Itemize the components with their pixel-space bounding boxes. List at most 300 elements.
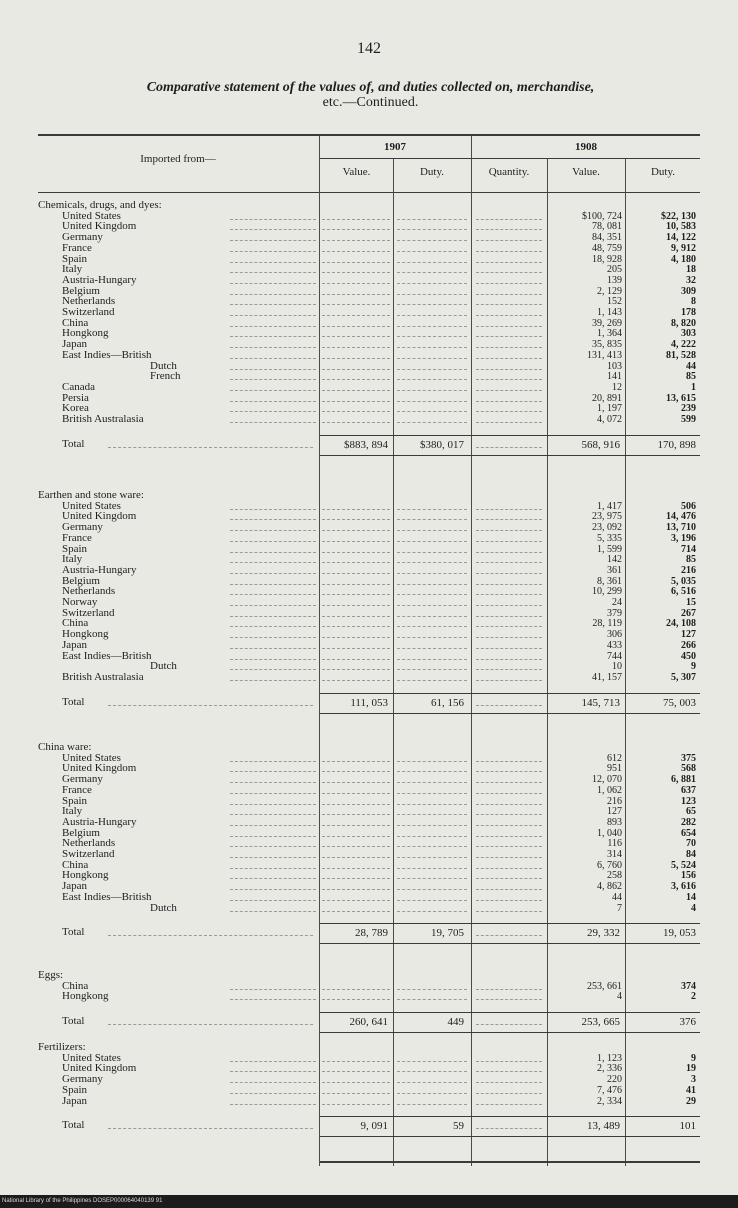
- header-1908: 1908: [575, 141, 597, 153]
- total-value-1908: 145, 713: [581, 696, 620, 709]
- header-1907: 1907: [384, 141, 406, 153]
- row-leader: [322, 541, 390, 542]
- table-cell-duty-1908: 239: [681, 403, 696, 415]
- table-cell-value-1908: $100, 724: [582, 210, 622, 222]
- row-leader: [476, 911, 542, 912]
- row-leader: [476, 347, 542, 348]
- row-leader: [322, 411, 390, 412]
- table-cell-value-1908: 10, 299: [592, 586, 622, 598]
- row-leader: [322, 761, 390, 762]
- row-leader: [476, 836, 542, 837]
- table-cell-duty-1908: 85: [686, 371, 696, 383]
- row-leader: [322, 868, 390, 869]
- row-leader: [476, 889, 542, 890]
- row-leader: [476, 219, 542, 220]
- table-cell-value-1908: 361: [607, 564, 622, 576]
- row-leader: [476, 326, 542, 327]
- row-leader: [322, 519, 390, 520]
- row-leader: [322, 846, 390, 847]
- table-cell-value-1908: 744: [607, 650, 622, 662]
- row-leader: [230, 530, 316, 531]
- row-leader: [397, 771, 467, 772]
- table-row-label: Spain: [62, 1083, 88, 1096]
- subtitle: etc.—Continued.: [322, 95, 419, 110]
- row-leader: [230, 605, 316, 606]
- row-leader: [230, 369, 316, 370]
- table-row-label: Netherlands: [62, 295, 116, 308]
- row-leader: [322, 659, 390, 660]
- table-cell-duty-1908: 374: [681, 980, 696, 992]
- total-value-1908: 29, 332: [587, 927, 620, 940]
- row-leader: [322, 626, 390, 627]
- table-row-label: Dutch: [150, 660, 177, 673]
- row-leader: [230, 304, 316, 305]
- row-leader: [230, 626, 316, 627]
- table-cell-duty-1908: 65: [686, 806, 696, 818]
- row-leader: [322, 1061, 390, 1062]
- table-row-label: China: [62, 617, 89, 630]
- row-leader: [322, 294, 390, 295]
- row-leader: [322, 804, 390, 805]
- row-leader: [230, 804, 316, 805]
- table-row-label: Netherlands: [62, 837, 116, 850]
- table-cell-value-1908: 205: [607, 264, 622, 276]
- row-leader: [397, 1061, 467, 1062]
- row-leader: [322, 240, 390, 241]
- row-leader: [230, 401, 316, 402]
- row-leader: [476, 509, 542, 510]
- table-cell-duty-1908: 10, 583: [666, 221, 696, 233]
- row-leader: [230, 336, 316, 337]
- table-cell-value-1908: 258: [607, 870, 622, 882]
- row-leader: [322, 347, 390, 348]
- row-leader: [476, 594, 542, 595]
- row-leader: [397, 562, 467, 563]
- table-cell-duty-1908: 13, 710: [666, 522, 696, 534]
- table-cell-value-1908: 41, 157: [592, 671, 622, 683]
- row-leader: [476, 1128, 542, 1129]
- row-leader: [476, 616, 542, 617]
- row-leader: [476, 761, 542, 762]
- row-leader: [322, 825, 390, 826]
- page-number: 142: [357, 40, 381, 57]
- table-cell-value-1908: 103: [607, 360, 622, 372]
- title: Comparative statement of the values of, and duties collected on, merchandise,: [146, 80, 595, 95]
- table-cell-duty-1908: 84: [686, 849, 696, 860]
- table-cell-value-1908: 314: [607, 849, 622, 860]
- row-leader: [476, 793, 542, 794]
- row-leader: [322, 422, 390, 423]
- total-value-1908: 568, 916: [581, 438, 620, 451]
- row-leader: [230, 680, 316, 681]
- row-leader: [397, 401, 467, 402]
- table-cell-duty-1908: 44: [686, 360, 696, 372]
- row-leader: [230, 836, 316, 837]
- table-row-label: Switzerland: [62, 848, 115, 860]
- row-leader: [230, 669, 316, 670]
- table-cell-duty-1908: 5, 524: [671, 859, 696, 871]
- row-leader: [230, 761, 316, 762]
- row-leader: [476, 1071, 542, 1072]
- table-cell-value-1908: 44: [612, 891, 622, 903]
- row-leader: [397, 262, 467, 263]
- row-leader: [230, 878, 316, 879]
- row-leader: [230, 379, 316, 380]
- table-row-label: British Australasia: [62, 670, 144, 683]
- row-leader: [476, 229, 542, 230]
- row-leader: [230, 911, 316, 912]
- table-cell-value-1908: 23, 975: [592, 511, 622, 523]
- table-cell-duty-1908: $22, 130: [661, 210, 696, 222]
- row-leader: [476, 1104, 542, 1105]
- row-leader: [476, 1082, 542, 1083]
- row-leader: [230, 846, 316, 847]
- row-leader: [476, 422, 542, 423]
- row-leader: [397, 379, 467, 380]
- table-cell-value-1908: 8, 361: [597, 575, 622, 587]
- table-cell-value-1908: 2, 129: [597, 285, 622, 297]
- table-cell-value-1908: 28, 119: [592, 618, 622, 630]
- table-cell-duty-1908: 6, 881: [671, 774, 696, 786]
- row-leader: [322, 283, 390, 284]
- table-cell-duty-1908: 178: [681, 307, 696, 318]
- row-leader: [322, 369, 390, 370]
- row-leader: [322, 552, 390, 553]
- row-leader: [230, 411, 316, 412]
- table-cell-value-1908: 23, 092: [592, 522, 622, 534]
- table-row-label: Switzerland: [62, 306, 115, 318]
- row-leader: [108, 1024, 313, 1025]
- table-top-rule: [38, 134, 700, 136]
- table-cell-duty-1908: 303: [681, 328, 696, 340]
- table-row-label: Hongkong: [62, 990, 109, 1003]
- table-cell-duty-1908: 3, 616: [671, 881, 696, 893]
- row-leader: [322, 669, 390, 670]
- table-row-label: Hongkong: [62, 869, 109, 882]
- row-leader: [322, 304, 390, 305]
- table-cell-duty-1908: 8, 820: [671, 317, 696, 329]
- table-row-label: Germany: [62, 1073, 103, 1086]
- row-leader: [397, 616, 467, 617]
- header-duty-1907: Duty.: [419, 166, 445, 178]
- table-cell-value-1908: 1, 197: [597, 403, 622, 415]
- table-cell-value-1908: 216: [607, 795, 622, 807]
- row-leader: [476, 315, 542, 316]
- row-leader: [476, 251, 542, 252]
- row-leader: [230, 422, 316, 423]
- row-leader: [230, 857, 316, 858]
- total-value-1907: 111, 053: [350, 696, 388, 709]
- table-cell-duty-1908: 127: [681, 629, 696, 641]
- table-row-label: China: [62, 858, 89, 871]
- row-leader: [476, 626, 542, 627]
- table-cell-duty-1908: 85: [686, 554, 696, 566]
- row-leader: [397, 825, 467, 826]
- total-label: Total: [62, 1119, 85, 1132]
- row-leader: [230, 272, 316, 273]
- row-leader: [397, 594, 467, 595]
- row-leader: [397, 573, 467, 574]
- row-leader: [397, 552, 467, 553]
- row-leader: [322, 857, 390, 858]
- row-leader: [476, 411, 542, 412]
- table-cell-value-1908: 2, 336: [597, 1063, 622, 1075]
- table-cell-value-1908: 5, 335: [597, 532, 622, 544]
- table-cell-duty-1908: 9, 912: [671, 242, 696, 254]
- row-leader: [230, 315, 316, 316]
- row-leader: [230, 1061, 316, 1062]
- table-cell-duty-1908: 4: [691, 902, 696, 914]
- total-rule: [320, 923, 700, 924]
- row-leader: [230, 519, 316, 520]
- table-cell-value-1908: 10: [612, 661, 622, 673]
- row-leader: [476, 379, 542, 380]
- row-leader: [322, 315, 390, 316]
- table-cell-value-1908: 12: [612, 381, 622, 393]
- table-row-label: Switzerland: [62, 606, 115, 619]
- table-row-label: Hongkong: [62, 327, 109, 340]
- table-cell-duty-1908: 81, 528: [666, 349, 696, 361]
- table-row-label: Austria-Hungary: [62, 563, 137, 576]
- row-leader: [397, 509, 467, 510]
- total-label: Total: [62, 695, 85, 708]
- row-leader: [397, 989, 467, 990]
- row-leader: [322, 336, 390, 337]
- table-cell-duty-1908: 156: [681, 870, 696, 882]
- row-leader: [230, 782, 316, 783]
- table-cell-value-1908: 18, 928: [592, 253, 622, 265]
- row-leader: [476, 878, 542, 879]
- table-cell-value-1908: 39, 269: [592, 317, 622, 329]
- row-leader: [230, 552, 316, 553]
- table-cell-value-1908: 4, 072: [597, 414, 622, 425]
- row-leader: [322, 680, 390, 681]
- row-leader: [230, 509, 316, 510]
- table-cell-duty-1908: 3: [691, 1074, 696, 1086]
- table-cell-duty-1908: 5, 307: [671, 671, 696, 683]
- footer-note: National Library of the Philippines DOSEP000064040139 91: [2, 1198, 163, 1204]
- row-leader: [397, 889, 467, 890]
- row-leader: [230, 1082, 316, 1083]
- row-leader: [476, 584, 542, 585]
- row-leader: [230, 648, 316, 649]
- table-row-label: Spain: [62, 542, 88, 555]
- total-duty-1908: 101: [679, 1120, 696, 1133]
- row-leader: [230, 251, 316, 252]
- table-cell-duty-1908: 282: [681, 816, 696, 828]
- row-leader: [230, 594, 316, 595]
- header-quantity-1908: Quantity.: [488, 166, 530, 178]
- table-row-label: France: [62, 783, 92, 796]
- table-cell-duty-1908: 9: [691, 661, 696, 673]
- row-leader: [322, 605, 390, 606]
- row-leader: [397, 336, 467, 337]
- row-leader: [322, 900, 390, 901]
- table-cell-value-1908: 35, 835: [592, 339, 622, 351]
- table-row-label: Korea: [62, 402, 89, 415]
- table-row-label: Japan: [62, 1094, 88, 1107]
- row-leader: [397, 390, 467, 391]
- table-row-label: Belgium: [62, 826, 100, 839]
- row-leader: [230, 814, 316, 815]
- total-rule: [320, 713, 700, 714]
- table-cell-duty-1908: 375: [681, 752, 696, 764]
- total-value-1908: 253, 665: [581, 1016, 620, 1029]
- row-leader: [476, 1061, 542, 1062]
- row-leader: [476, 999, 542, 1000]
- row-leader: [230, 347, 316, 348]
- row-leader: [476, 401, 542, 402]
- row-leader: [230, 219, 316, 220]
- row-leader: [397, 315, 467, 316]
- row-leader: [230, 900, 316, 901]
- row-leader: [322, 771, 390, 772]
- table-cell-duty-1908: 506: [681, 500, 696, 512]
- row-leader: [476, 846, 542, 847]
- row-leader: [230, 1071, 316, 1072]
- row-leader: [476, 605, 542, 606]
- table-row-label: Netherlands: [62, 585, 116, 598]
- row-leader: [476, 1093, 542, 1094]
- table-cell-value-1908: 1, 123: [597, 1052, 622, 1064]
- table-cell-value-1908: 7, 476: [597, 1084, 622, 1096]
- row-leader: [476, 447, 542, 448]
- row-leader: [476, 541, 542, 542]
- row-leader: [230, 562, 316, 563]
- total-duty-1907: 61, 156: [431, 696, 464, 709]
- table-row-label: Dutch: [150, 359, 177, 372]
- table-cell-value-1908: 142: [607, 554, 622, 566]
- row-leader: [230, 326, 316, 327]
- table-row-label: Austria-Hungary: [62, 273, 137, 286]
- table-cell-value-1908: 2, 334: [597, 1095, 622, 1107]
- row-leader: [322, 573, 390, 574]
- row-leader: [230, 541, 316, 542]
- table-cell-duty-1908: 1: [691, 381, 696, 393]
- year-underline: [320, 158, 700, 159]
- table-cell-duty-1908: 18: [686, 264, 696, 276]
- row-leader: [397, 814, 467, 815]
- table-cell-value-1908: 1, 417: [597, 500, 622, 512]
- section-heading: China ware:: [38, 741, 92, 753]
- table-cell-value-1908: 379: [607, 607, 622, 619]
- row-leader: [108, 447, 313, 448]
- table-row-label: United States: [62, 209, 121, 222]
- row-leader: [322, 262, 390, 263]
- row-leader: [322, 648, 390, 649]
- row-leader: [397, 911, 467, 912]
- table-row-label: United Kingdom: [62, 1062, 137, 1075]
- row-leader: [230, 358, 316, 359]
- table-row-label: Belgium: [62, 574, 100, 587]
- table-row-label: Italy: [62, 263, 83, 276]
- row-leader: [322, 793, 390, 794]
- table-cell-value-1908: 1, 062: [597, 784, 622, 796]
- row-leader: [230, 771, 316, 772]
- table-row-label: China: [62, 979, 89, 992]
- row-leader: [476, 804, 542, 805]
- table-cell-duty-1908: 15: [686, 597, 696, 608]
- row-leader: [397, 347, 467, 348]
- row-leader: [397, 680, 467, 681]
- row-leader: [397, 1093, 467, 1094]
- table-cell-value-1908: 1, 040: [597, 827, 622, 839]
- table-cell-duty-1908: 8: [691, 296, 696, 308]
- total-duty-1908: 19, 053: [663, 927, 696, 940]
- row-leader: [322, 1082, 390, 1083]
- table-cell-duty-1908: 70: [686, 838, 696, 850]
- row-leader: [322, 251, 390, 252]
- table-cell-duty-1908: 637: [681, 784, 696, 796]
- row-leader: [108, 705, 313, 706]
- table-cell-duty-1908: 32: [686, 274, 696, 286]
- table-cell-value-1908: 20, 891: [592, 392, 622, 404]
- row-leader: [476, 530, 542, 531]
- row-leader: [397, 358, 467, 359]
- table-bottom-rule: [320, 1161, 700, 1163]
- row-leader: [397, 541, 467, 542]
- row-leader: [476, 825, 542, 826]
- total-rule: [320, 1136, 700, 1137]
- table-cell-duty-1908: 19: [686, 1063, 696, 1075]
- row-leader: [476, 294, 542, 295]
- table-cell-value-1908: 1, 143: [597, 307, 622, 318]
- row-leader: [397, 1071, 467, 1072]
- row-leader: [476, 680, 542, 681]
- row-leader: [230, 868, 316, 869]
- table-cell-duty-1908: 450: [681, 650, 696, 662]
- section-heading: Fertilizers:: [38, 1041, 86, 1053]
- table-cell-duty-1908: 14, 122: [666, 232, 696, 244]
- table-cell-duty-1908: 41: [686, 1084, 696, 1096]
- table-row-label: East Indies—British: [62, 890, 152, 903]
- table-row-label: Hongkong: [62, 628, 109, 641]
- row-leader: [397, 584, 467, 585]
- table-cell-value-1908: 612: [607, 752, 622, 764]
- row-leader: [476, 562, 542, 563]
- table-cell-value-1908: 4, 862: [597, 881, 622, 893]
- row-leader: [397, 857, 467, 858]
- row-leader: [476, 369, 542, 370]
- table-cell-value-1908: 78, 081: [592, 221, 622, 233]
- row-leader: [397, 761, 467, 762]
- table-row-label: Norway: [62, 596, 98, 608]
- table-cell-value-1908: 48, 759: [592, 242, 622, 254]
- row-leader: [476, 782, 542, 783]
- row-leader: [322, 219, 390, 220]
- table-row-label: China: [62, 316, 89, 329]
- row-leader: [397, 326, 467, 327]
- table-cell-value-1908: 951: [607, 763, 622, 775]
- table-cell-value-1908: 306: [607, 629, 622, 641]
- table-cell-duty-1908: 9: [691, 1052, 696, 1064]
- row-leader: [476, 390, 542, 391]
- row-leader: [322, 358, 390, 359]
- row-leader: [397, 605, 467, 606]
- row-leader: [476, 935, 542, 936]
- table-cell-value-1908: 433: [607, 639, 622, 651]
- row-leader: [230, 999, 316, 1000]
- table-cell-duty-1908: 6, 516: [671, 586, 696, 598]
- row-leader: [476, 304, 542, 305]
- table-row-label: United Kingdom: [62, 510, 137, 523]
- row-leader: [322, 562, 390, 563]
- header-imported-from: Imported from—: [140, 153, 216, 165]
- row-leader: [230, 659, 316, 660]
- table-cell-value-1908: 139: [607, 274, 622, 286]
- row-leader: [322, 814, 390, 815]
- table-cell-value-1908: 220: [607, 1074, 622, 1086]
